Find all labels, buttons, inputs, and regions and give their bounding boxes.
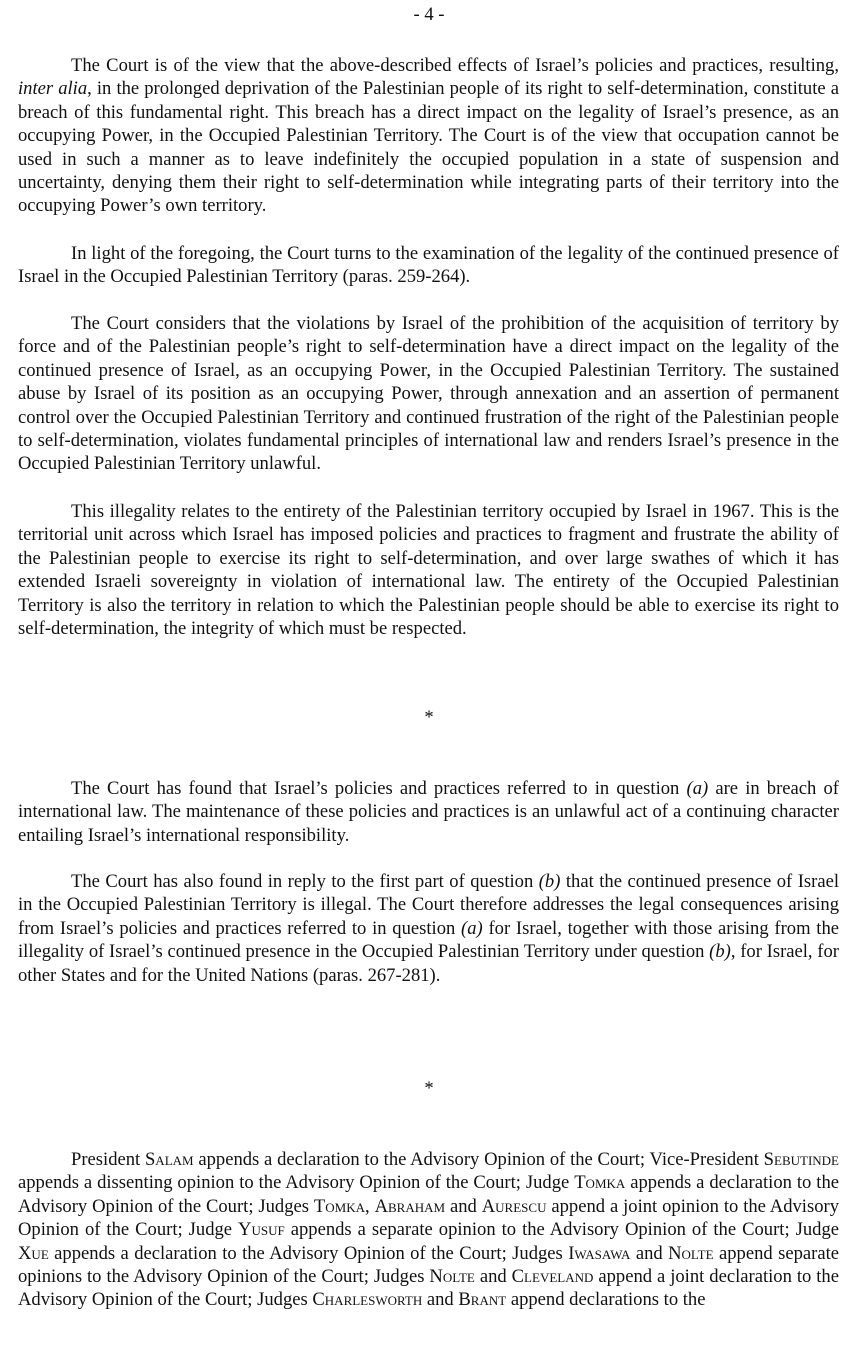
judge-name: Cleveland	[511, 1266, 594, 1288]
text-run: appends a declaration to the Advisory Opinion of the Court; Vice-President	[193, 1149, 764, 1170]
text-run: append declarations to the	[506, 1289, 706, 1311]
judge-name: Yusuf	[238, 1219, 285, 1241]
judge-name: Nolte	[429, 1266, 475, 1288]
italic-text: (a)	[461, 917, 483, 939]
judge-name: Sebutinde	[763, 1149, 839, 1170]
paragraph-violations-impact	[18, 312, 839, 476]
text-run: and	[445, 1195, 482, 1217]
text-run: are in breach of international law. The maintenance of these policies and practices is an unlawful act of a continuing character entailing Israel’s international responsibility.	[18, 778, 839, 846]
text-run: The Court has also found in reply to the first part of question	[71, 871, 539, 892]
section-separator-asterisk: *	[424, 1078, 434, 1099]
section-separator-asterisk: *	[424, 707, 434, 728]
text-run: The Court considers that the violations by Israel of the prohibition of the acquisition of territory by force and of the Palestinian people’s right to self-determination have a direct impact on the legality of the continued presence of Israel, as an occupying Power, in the Occupied Palestinian Territory. The sustained abuse by Israel of its position as an occupying Power, through annexation and an assertion of permanent control over the Occupied Palestinian Territory and continued frustration of the right of the Palestinian people to self-determination, violates fundamental principles of international law and renders Israel’s presence in the Occupied Palestinian Territory unlawful.	[18, 313, 839, 475]
text-run: append a joint opinion to the Advisory Opinion of the Court; Judge	[18, 1195, 839, 1241]
text-run: and	[474, 1266, 512, 1288]
text-run: append a joint declaration to the Advisory Opinion of the Court; Judges	[18, 1266, 839, 1311]
text-run: ,	[365, 1195, 375, 1217]
text-run: , in the prolonged deprivation of the Palestinian people of its right to self-determination, constitute a breach of this fundamental right. This breach has a direct impact on the legality of Israel’s presence, as an occupying Power, in the Occupied Palestinian Territory. The Court is of the view that occupation cannot be used in such a manner as to leave indefinitely the occupied population in a state of suspension and uncertainty, denying them their right to self-determination while integrating parts of their territory into the occupying Power’s own territory.	[18, 78, 839, 217]
paragraph-question-a-breach	[18, 777, 839, 847]
paragraph-illegality-entirety	[18, 500, 839, 640]
paragraph-self-determination-breach	[18, 54, 839, 218]
italic-text: (b)	[709, 941, 731, 963]
text-run: that the continued presence of Israel in the Occupied Palestinian Territory is illegal. The Court therefore addresses the legal consequences arising from Israel’s policies and practices referred to in question	[18, 871, 839, 939]
judge-name: Tomka	[313, 1195, 366, 1217]
judge-name: Brant	[458, 1289, 507, 1311]
judge-name: Charlesworth	[312, 1289, 423, 1311]
text-run: appends a dissenting opinion to the Advisory Opinion of the Court; Judge	[18, 1172, 575, 1194]
text-run: for Israel, together with those arising from the illegality of Israel’s continued presence in the Occupied Palestinian Territory under question	[18, 917, 839, 963]
text-run: appends a declaration to the Advisory Opinion of the Court; Judges	[48, 1242, 569, 1264]
text-run: appends a separate opinion to the Advisory Opinion of the Court; Judge	[284, 1219, 840, 1241]
italic-text: (b)	[538, 871, 561, 892]
judge-name: Aurescu	[481, 1195, 547, 1217]
judge-name: Salam	[144, 1149, 194, 1170]
text-run: The Court is of the view that the above-described effects of Israel’s policies and practices, resulting,	[71, 55, 839, 76]
text-run: append separate opinions to the Advisory Opinion of the Court; Judges	[18, 1242, 839, 1288]
italic-text: inter alia	[18, 78, 88, 100]
text-run: and	[630, 1242, 669, 1264]
page-number: - 4 -	[413, 4, 445, 25]
text-run: This illegality relates to the entirety of the Palestinian territory occupied by Israel in 1967. This is the territorial unit across which Israel has imposed policies and practices to fragment and frustrate the ability of the Palestinian people to exercise its right to self-determination, and over large swathes of which it has extended Israeli sovereignty in violation of international law. The entirety of the Occupied Palestinian Territory is also the territory in relation to which the Palestinian people should be able to exercise its right to self-determination, the integrity of which must be respected.	[18, 501, 839, 640]
paragraph-legality-examination	[18, 242, 839, 289]
paragraph-question-b-consequences	[18, 870, 839, 987]
text-run: The Court has found that Israel’s policies and practices referred to in question	[71, 778, 687, 799]
text-run: , for Israel, for other States and for the United Nations (paras. 267-281).	[18, 941, 839, 986]
text-run: President	[71, 1149, 145, 1170]
judge-name: Iwasawa	[568, 1242, 631, 1264]
text-run: In light of the foregoing, the Court turns to the examination of the legality of the continued presence of Israel in the Occupied Palestinian Territory (paras. 259-264).	[18, 243, 839, 288]
text-run: and	[422, 1289, 459, 1311]
italic-text: (a)	[686, 778, 709, 799]
judge-name: Nolte	[668, 1242, 714, 1264]
judge-name: Abraham	[374, 1195, 446, 1217]
judge-name: Tomka	[574, 1172, 626, 1194]
judge-name: Xue	[18, 1242, 49, 1264]
paragraph-appended-opinions	[18, 1148, 839, 1312]
text-run: appends a declaration to the Advisory Opinion of the Court; Judges	[18, 1172, 839, 1217]
